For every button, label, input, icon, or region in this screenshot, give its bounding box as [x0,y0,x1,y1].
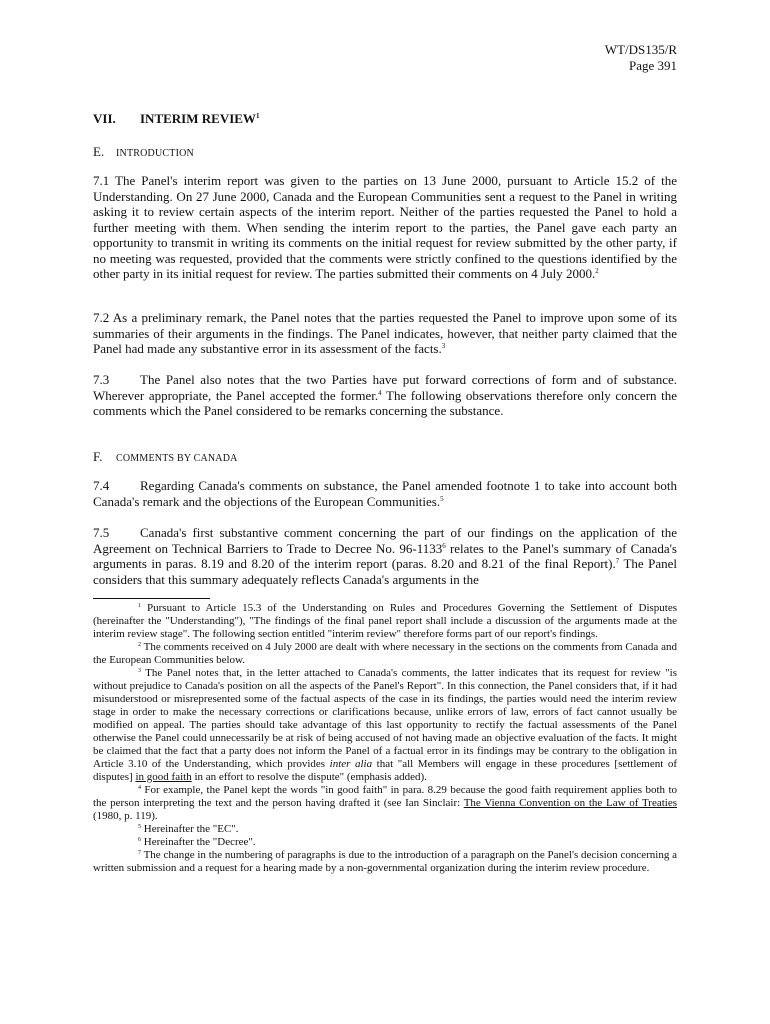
page-header [605,42,677,74]
subsection-letter: E. [93,144,105,159]
footnote-ref: 1 [255,112,260,120]
paragraph-7-4 [93,478,677,509]
footnote-3 [93,667,677,784]
footnote-underlined-text: The Vienna Convention on the Law of Treaties [463,797,678,809]
footnote-italic-text: inter alia [329,758,373,770]
paragraph-7-3 [93,372,677,419]
paragraph-7-5 [93,525,677,587]
footnote-2 [93,641,677,667]
paragraph-number: 7.5 [93,525,110,540]
subsection-heading-e [93,144,194,160]
footnote-text: that "all Members will engage in these procedures [settlement of disputes] [93,758,678,783]
footnote-number: 7 [138,850,141,856]
paragraph-7-1 [93,173,677,282]
subsection-title: COMMENTS BY CANADA [116,453,238,464]
document-reference: WT/DS135/R [604,42,677,57]
paragraph-number: 7.4 [93,478,110,493]
footnote-4 [93,784,677,823]
footnote-number: 6 [138,837,141,843]
subsection-heading-f [93,449,238,465]
footnote-number: 3 [138,668,141,674]
footnote-text: For example, the Panel kept the words "in good faith" in para. 8.29 because the good faith requirement applies both to the person interpreting the text and the person having drafted it (see Ian Sinclair: [93,784,678,809]
footnote-ref: 4 [378,388,382,397]
paragraph-text: 7.1 The Panel's interim report was given to the parties on 13 June 2000, pursuant to Article 15.2 of the Understanding. On 27 June 2000, Canada and the European Communities sent a request to the Panel in writing asking it to review certain aspects of the interim report. Neither of the parties requested the Panel to hold a further meeting with them. When sending the interim report to the parties, the Panel gave each party an opportunity to transmit in writing its comments on the initial request for review submitted by the other party, if no meeting was requested, provided that the comments were strictly confined to the questions identified by the other party in its initial request for review. The parties submitted their comments on 4 July 2000. [93,173,677,281]
section-title: INTERIM REVIEW [140,111,256,126]
footnote-ref: 7 [615,557,620,565]
footnote-ref: 6 [442,541,446,550]
footnote-text: Hereinafter the "EC". [143,823,239,835]
footnote-text: Pursuant to Article 15.3 of the Understanding on Rules and Procedures Governing the Settlement of Disputes (hereinafter the "Understanding"), "The findings of the final panel report shall include a discussion of the arguments made at the interim review stage". The following section entitled "interim review" therefore forms part of our report's findings. [93,602,678,640]
footnote-divider [93,598,210,599]
footnote-ref: 5 [440,494,444,503]
paragraph-text: The Panel also notes that the two Parties have put forward corrections of form and of substance. Wherever appropriate, the Panel accepted the former. [93,372,677,403]
footnote-ref: 2 [595,267,599,275]
footnote-number: 1 [138,603,141,609]
paragraph-text: relates to the Panel's summary of Canada's arguments in paras. 8.19 and 8.20 of the interim report (paras. 8.20 and 8.21 of the final Report). [93,540,677,571]
subsection-title: INTRODUCTION [116,148,194,159]
footnote-text: The change in the numbering of paragraphs is due to the introduction of a paragraph on the Panel's decision concerning a written submission and a request for a hearing made by a non-governmental organization during the interim review procedure. [93,849,677,874]
footnotes [93,602,677,875]
footnote-text: in an effort to resolve the dispute" (emphasis added). [191,771,427,783]
paragraph-text: The Panel considers that this summary adequately reflects Canada's arguments in the [93,556,678,587]
footnote-number: 4 [138,785,141,791]
footnote-7 [93,849,677,875]
section-heading [93,111,259,127]
footnote-text: The Panel notes that, in the letter attached to Canada's comments, the latter indicates that its request for review "is without prejudice to Canada's position on all the aspects of the Panel's Report". In this connection, the Panel considers that, if it had misunderstood or misrepresented some of the factual aspects of the case in its findings, the parties would need the interim review stage in order to make the necessary corrections or clarifications because, unlike errors of law, errors of fact cannot usually be modified on appeal. The parties should take advantage of this last opportunity to rectify the factual assessments of the Panel otherwise the Panel could unnecessarily be at risk of being accused of not having made an objective evaluation of the facts. It might be claimed that the fact that a party does not inform the Panel of a factual error in its findings may be contrary to the obligation in Article 3.10 of the Understanding, which provides [93,667,677,770]
page-number: Page 391 [628,58,677,73]
footnote-1 [93,602,677,641]
paragraph-text: The following observations therefore only concern the comments which the Panel considered to be remarks concerning the substance. [93,387,677,418]
footnote-ref: 3 [441,342,446,350]
footnote-underlined-text: in good faith [135,771,192,783]
footnote-text: Hereinafter the "Decree". [143,836,256,848]
footnote-text: (1980, p. 119). [93,810,158,822]
paragraph-text: 7.2 As a preliminary remark, the Panel notes that the parties requested the Panel to improve upon some of its summaries of their arguments in the findings. The Panel indicates, however, that neither party claimed that the Panel had made any substantive error in its assessment of the facts. [93,310,677,356]
footnote-number: 2 [138,642,141,648]
footnote-5 [93,823,677,836]
paragraph-7-2 [93,310,677,357]
paragraph-text: Canada's first substantive comment concerning the part of our findings on the application of the Agreement on Technical Barriers to Trade to Decree No. 96-1133 [93,525,677,556]
paragraph-text: Regarding Canada's comments on substance, the Panel amended footnote 1 to take into account both Canada's remark and the objections of the European Communities. [93,478,677,509]
footnote-number: 5 [138,824,141,830]
section-number: VII. [93,111,116,126]
footnote-text: The comments received on 4 July 2000 are dealt with where necessary in the sections on the comments from Canada and the European Communities below. [93,641,677,666]
footnote-6 [93,836,677,849]
paragraph-number: 7.3 [93,372,110,387]
subsection-letter: F. [93,449,103,464]
